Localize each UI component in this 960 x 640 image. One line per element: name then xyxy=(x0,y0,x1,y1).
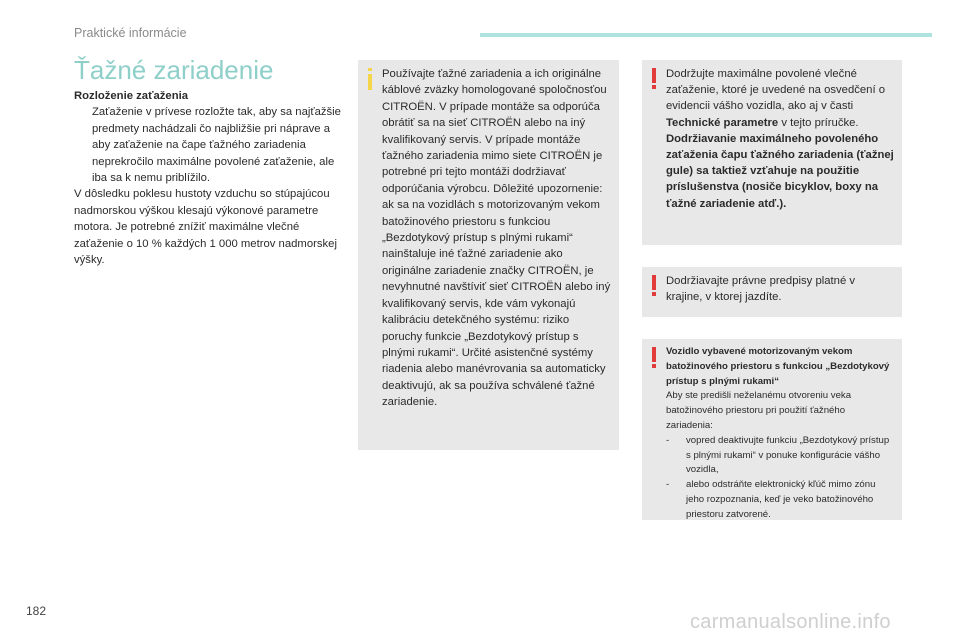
warning-icon xyxy=(652,347,656,368)
bullet-item xyxy=(74,104,346,186)
section-header: Praktické informácie xyxy=(74,26,187,40)
info-text: Používajte ťažné zariadenia a ich originálne káblové zväzky homologované spoločnosťou CITROËN. V prípade montáže sa odporúča obrátiť sa na sieť CITROËN alebo na iný kvalifikovaný servis. V prípade montáže ťažného zariadenia mimo siete CITROËN je potrebné pri tejto montáži dodržiavať odporúčania výrobcu. Dôležité upozornenie: ak sa na vozidlách s motorizovaným vekom batožinového priestoru s funkciou „Bezdotykový prístup s plnými rukami“ nainštaluje iné ťažné zariadenie ako originálne zariadenie značky CITROËN, je nevyhnutné navštíviť sieť CITROËN alebo iný kvalifikovaný servis, kde vám vykonajú kalibráciu detekčného systému: riziko poruchy funkcie „Bezdotykový prístup s plnými rukami“. Určité asistenčné systémy riadenia alebo manévrovania sa automaticky deaktivujú, ak sa používa schválené ťažné zariadenie. xyxy=(382,68,611,409)
bullet-text: Zaťaženie v prívese rozložte tak, aby sa najťažšie predmety nachádzali čo najbližšie pri náprave a aby zaťaženie na čape ťažného zariadenia neprekročilo maximálne povolené zaťaženie, ale iba sa k nemu priblížilo. xyxy=(92,106,341,185)
dash-marker: - xyxy=(666,434,670,446)
subtitle: Rozloženie zaťaženia xyxy=(74,90,189,102)
tailgate-warning-heading: Vozidlo vybavené motorizovaným vekom batožinového priestoru s funkciou „Bezdotykový prístup s plnými rukami“ xyxy=(666,346,890,387)
tailgate-warning-text xyxy=(666,345,894,523)
altitude-paragraph: V dôsledku poklesu hustoty vzduchu so stúpajúcou nadmorskou výškou klesajú výkonové parametre motora. Je potrebné znížiť maximálne vlečné zaťaženie o 10 % každých 1 000 metrov nadmorskej výšky. xyxy=(74,188,337,267)
warning-text-a: Dodržujte maximálne povolené vlečné zaťaženie, ktoré je uvedené na osvedčení o evidencii vášho vozidla, ako aj v časti xyxy=(666,68,886,113)
warning-text-link: Technické parametre xyxy=(666,116,779,129)
info-icon xyxy=(368,68,372,90)
warning-box-legal xyxy=(642,267,902,317)
tailgate-warning-intro: Aby ste predišli neželanému otvoreniu veka batožinového priestoru pri použití ťažného zariadenia: xyxy=(666,390,852,431)
warning-text-c: v tejto príručke. xyxy=(778,116,859,129)
info-box xyxy=(358,60,619,450)
warning-text xyxy=(666,66,894,212)
list-item xyxy=(666,478,894,522)
header-bar xyxy=(480,33,932,37)
list-item xyxy=(666,434,894,478)
warning-legal-text: Dodržiavajte právne predpisy platné v krajine, v ktorej jazdíte. xyxy=(666,275,856,304)
page-number: 182 xyxy=(26,604,47,618)
load-distribution-column xyxy=(74,88,346,268)
warning-icon xyxy=(652,275,656,296)
bullet-marker-icon xyxy=(74,104,92,186)
watermark: carmanualsonline.info xyxy=(690,611,891,633)
warning-icon xyxy=(652,68,656,89)
warning-box-tailgate xyxy=(642,339,902,520)
dash-marker: - xyxy=(666,479,670,491)
list-item-text: vopred deaktivujte funkciu „Bezdotykový prístup s plnými rukami“ v ponuke konfigurácie vášho vozidla, xyxy=(686,434,890,476)
warning-box-towing-load xyxy=(642,60,902,245)
list-item-text: alebo odstráňte elektronický kľúč mimo zónu jeho rozpoznania, keď je veko batožinového priestoru zatvorené. xyxy=(686,479,876,520)
warning-bold-text: Dodržiavanie maximálneho povoleného zaťaženia čapu ťažného zariadenia (ťažnej gule) sa taktiež vzťahuje na použitie príslušenstva (nosiče bicyklov, boxy na ťažné zariadenie atď.). xyxy=(666,132,894,210)
page-title: Ťažné zariadenie xyxy=(74,55,274,85)
